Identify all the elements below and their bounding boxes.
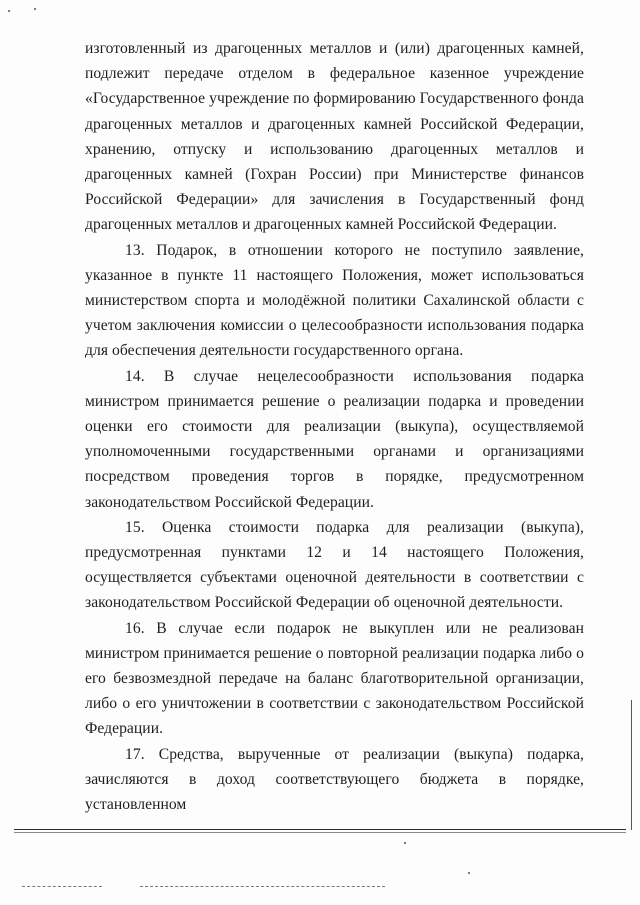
paragraph-continuation: изготовленный из драгоценных металлов и (или) драгоценных камней, подлежит передаче отделом в федеральное казенное учреждение «Государственное учреждение по формированию Государственного фонда драгоценных металлов и драгоценных камней Российской Федерации, хранению, отпуску и использованию драгоценных металлов и драгоценных камней (Гохран России) при Министерстве финансов Российской Федерации» для зачисления в Государственный фонд драгоценных металлов и драгоценных камней Российской Федерации. [85, 40, 584, 234]
scan-speck [404, 842, 406, 844]
scan-bottom-dash-left [22, 886, 102, 887]
scan-speck [8, 10, 10, 12]
paragraph-17: 17. Средства, вырученные от реализации (выкупа) подарка, зачисляются в доход соответствующего бюджета в порядке, установленном [85, 745, 584, 814]
paragraph-13: 13. Подарок, в отношении которого не поступило заявление, указанное в пункте 11 настоящего Положения, может использоваться министерством спорта и молодёжной политики Сахалинской области с учетом заключения комиссии о целесообразности использования подарка для обеспечения деятельности государственного органа. [85, 241, 584, 360]
scan-edge-line [14, 829, 626, 830]
scan-speck [34, 8, 36, 10]
paragraph-15: 15. Оценка стоимости подарка для реализации (выкупа), предусмотренная пунктами 12 и 14 настоящего Положения, осуществляется субъектами оценочной деятельности в соответствии с законодательством Российской Федерации об оценочной деятельности. [85, 518, 584, 612]
scan-speck [468, 872, 470, 874]
document-body [85, 36, 584, 817]
scan-bottom-dash-right [140, 886, 385, 887]
scan-right-edge-line [631, 700, 632, 830]
paragraph-16: 16. В случае если подарок не выкуплен или не реализован министром принимается решение о повторной реализации подарка либо о его безвозмездной передаче на баланс благотворительной организации, либо о его уничтожении в соответствии с законодательством Российской Федерации. [85, 619, 584, 738]
paragraph-14: 14. В случае нецелесообразности использования подарка министром принимается решение о реализации подарка и проведении оценки его стоимости для реализации (выкупа), осуществляемой уполномоченными государственными органами и организациями посредством проведения торгов в порядке, предусмотренном законодательством Российской Федерации. [85, 367, 584, 511]
scan-edge-line-secondary [14, 832, 626, 833]
